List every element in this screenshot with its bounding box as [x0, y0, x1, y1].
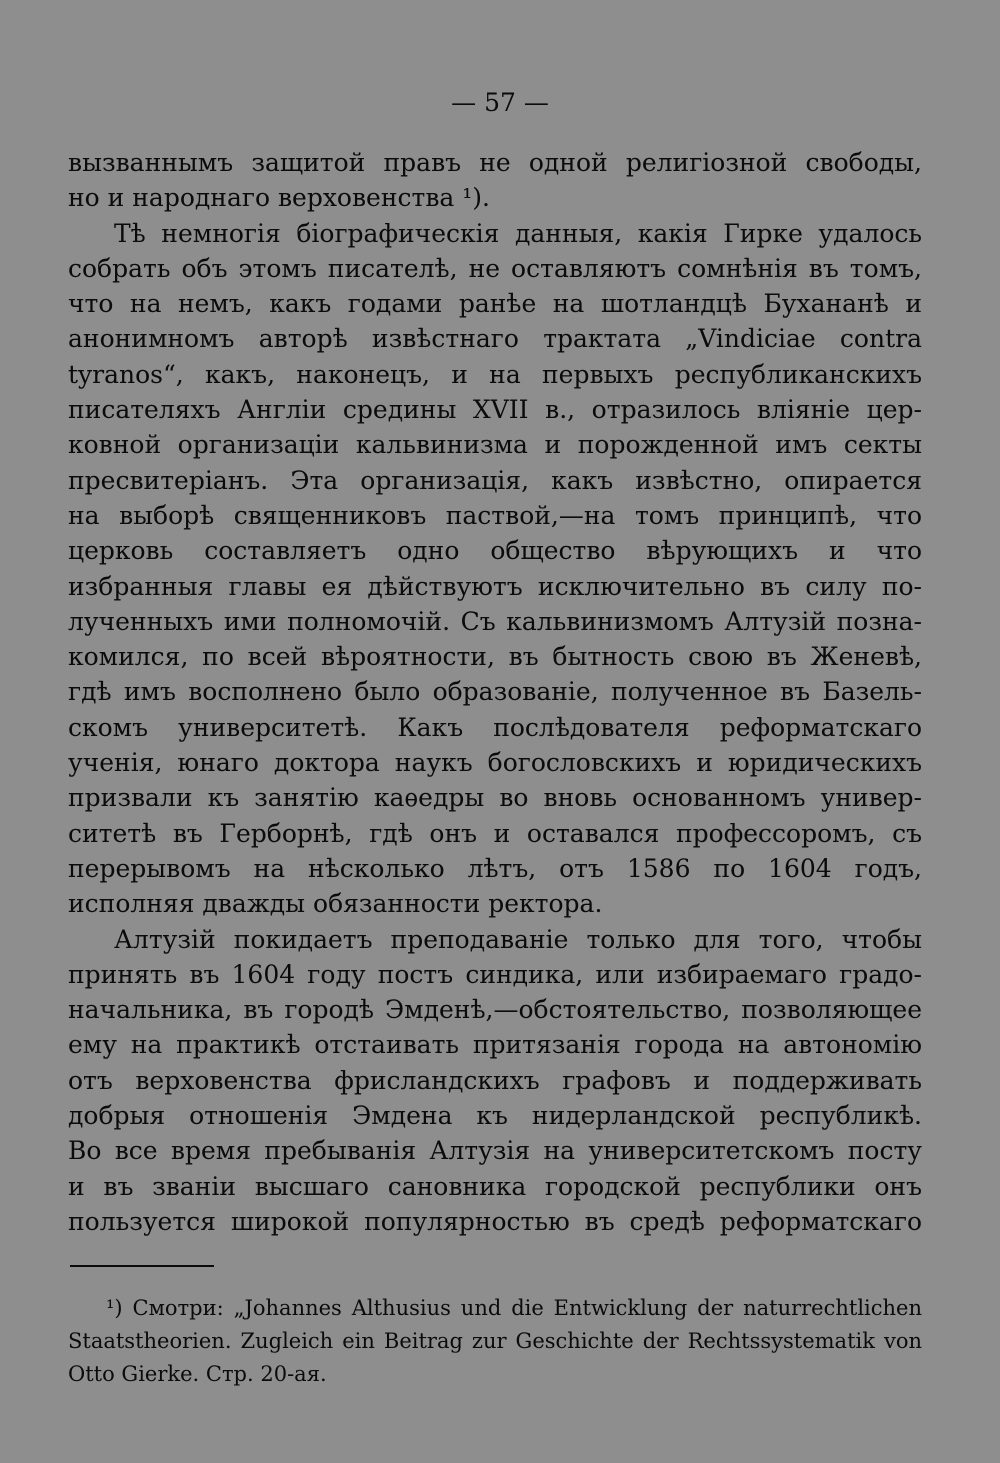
text-line: на выборѣ священниковъ паствой,—на томъ принципѣ, что — [68, 500, 922, 530]
text-line: скомъ университетѣ. Какъ послѣдователя реформатскаго — [68, 712, 922, 742]
text-line: церковь составляетъ одно общество вѣрующихъ и что — [68, 536, 922, 566]
text-line: принять въ 1604 году постъ синдика, или избираемаго градо- — [68, 959, 922, 989]
text-line: ему на практикѣ отстаивать притязанія города на автономію — [68, 1030, 922, 1060]
text-line: анонимномъ авторѣ извѣстнаго трактата „Vindiciae contra — [68, 324, 922, 354]
text-line: Тѣ немногія біографическія данныя, какія Гирке удалось — [114, 218, 922, 248]
text-line: ковной организаціи кальвинизма и порожденной имъ секты — [68, 430, 922, 460]
footnote-line: Staatstheorien. Zugleich ein Beitrag zur Geschichte der Rechtssystematik von — [68, 1329, 922, 1353]
text-line: отъ верховенства фрисландскихъ графовъ и поддерживать — [68, 1065, 922, 1095]
text-line: пользуется широкой популярностью въ средѣ реформатскаго — [68, 1206, 922, 1236]
text-line: что на немъ, какъ годами ранѣе на шотландцѣ Бухананѣ и — [68, 289, 922, 319]
page-number: — 57 — — [451, 88, 549, 117]
text-line: писателяхъ Англіи средины XVII в., отразилось вліяніе цер- — [68, 395, 922, 425]
text-line: пресвитеріанъ. Эта организація, какъ извѣстно, опирается — [68, 465, 922, 495]
text-line: но и народнаго верховенства ¹). — [68, 183, 490, 213]
text-line: призвали къ занятію каѳедры во вновь основанномъ универ- — [68, 783, 922, 813]
text-line: tyranos“, какъ, наконецъ, и на первыхъ республиканскихъ — [68, 359, 922, 389]
text-line: Алтузій покидаетъ преподаваніе только для того, чтобы — [114, 924, 922, 954]
body-text — [68, 145, 922, 1239]
text-line: исполняя дважды обязанности ректора. — [68, 889, 603, 919]
footnote-line: ¹) Смотри: „Johannes Althusius und die Entwicklung der naturrechtlichen — [106, 1296, 922, 1320]
text-line: ситетѣ въ Герборнѣ, гдѣ онъ и оставался профессоромъ, съ — [68, 818, 922, 848]
text-line: Во все время пребыванія Алтузія на университетскомъ посту — [68, 1136, 922, 1166]
footnote-divider — [70, 1265, 214, 1267]
text-line: добрыя отношенія Эмдена къ нидерландской республикѣ. — [68, 1101, 922, 1131]
text-line: собрать объ этомъ писателѣ, не оставляютъ сомнѣнія въ томъ, — [68, 253, 922, 283]
text-line: перерывомъ на нѣсколько лѣтъ, отъ 1586 по 1604 годъ, — [68, 853, 922, 883]
text-line: гдѣ имъ восполнено было образованіе, полученное въ Базель- — [68, 677, 922, 707]
text-line: начальника, въ городѣ Эмденѣ,—обстоятельство, позволяющее — [68, 995, 922, 1025]
text-line: комился, по всей вѣроятности, въ бытность свою въ Женевѣ, — [68, 642, 922, 672]
footnote-line: Otto Gierke. Стр. 20-ая. — [68, 1362, 327, 1386]
text-line: избранныя главы ея дѣйствуютъ исключительно въ силу по- — [68, 571, 922, 601]
footnote — [68, 1292, 922, 1391]
text-line: ученія, юнаго доктора наукъ богословскихъ и юридическихъ — [68, 748, 922, 778]
text-line: вызваннымъ защитой правъ не одной религіозной свободы, — [68, 148, 922, 177]
text-line: лученныхъ ими полномочій. Съ кальвинизмомъ Алтузій позна- — [68, 606, 922, 636]
text-line: и въ званіи высшаго сановника городской республики онъ — [68, 1171, 922, 1201]
